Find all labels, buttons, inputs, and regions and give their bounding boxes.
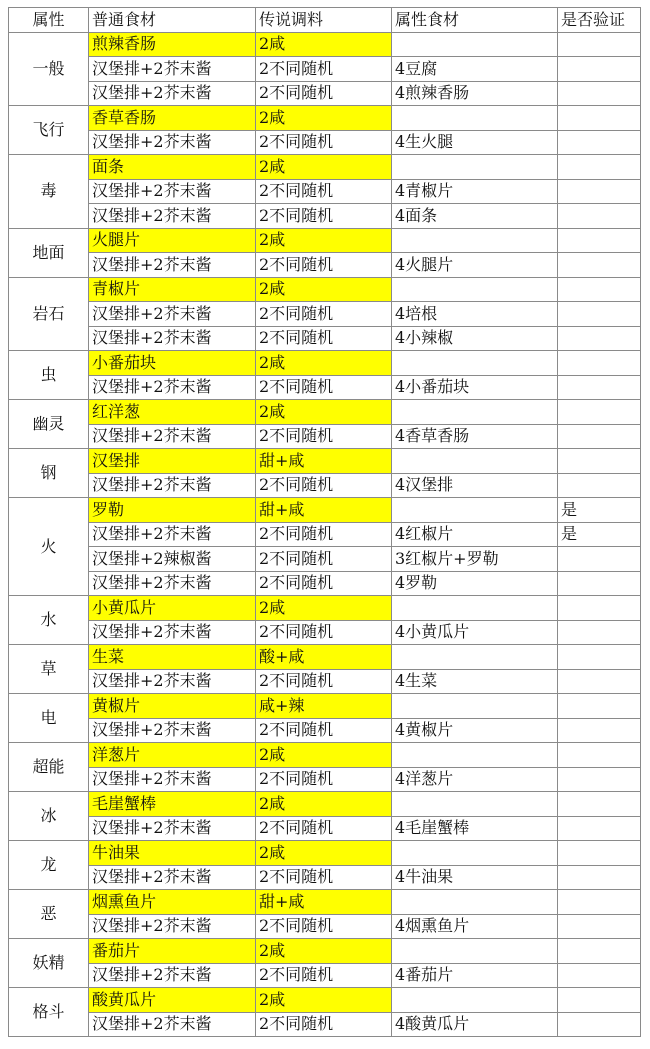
common-ingredient-cell: 番茄片 bbox=[89, 939, 256, 964]
common-ingredient-cell: 汉堡排+2芥末酱 bbox=[89, 57, 256, 82]
legendary-seasoning-cell: 2不同随机 bbox=[256, 865, 392, 890]
legendary-seasoning-cell: 2不同随机 bbox=[256, 179, 392, 204]
attribute-ingredient-cell: 4黄椒片 bbox=[392, 718, 558, 743]
table-row bbox=[9, 620, 641, 645]
verified-cell bbox=[558, 424, 641, 449]
attribute-ingredient-cell: 4培根 bbox=[392, 302, 558, 327]
table-row bbox=[9, 890, 641, 915]
verified-cell bbox=[558, 473, 641, 498]
table-row bbox=[9, 57, 641, 82]
legendary-seasoning-cell: 2不同随机 bbox=[256, 130, 392, 155]
verified-cell bbox=[558, 939, 641, 964]
legendary-seasoning-cell: 2咸 bbox=[256, 351, 392, 376]
attribute-ingredient-cell bbox=[392, 155, 558, 180]
verified-cell bbox=[558, 81, 641, 106]
legendary-seasoning-cell: 2不同随机 bbox=[256, 424, 392, 449]
table-row bbox=[9, 400, 641, 425]
attribute-cell: 岩石 bbox=[9, 277, 89, 351]
legendary-seasoning-cell: 2不同随机 bbox=[256, 57, 392, 82]
table-row bbox=[9, 694, 641, 719]
common-ingredient-cell: 罗勒 bbox=[89, 498, 256, 523]
attribute-cell: 地面 bbox=[9, 228, 89, 277]
table-row bbox=[9, 571, 641, 596]
legendary-seasoning-cell: 2不同随机 bbox=[256, 914, 392, 939]
attribute-cell: 水 bbox=[9, 596, 89, 645]
verified-cell bbox=[558, 914, 641, 939]
common-ingredient-cell: 烟熏鱼片 bbox=[89, 890, 256, 915]
attribute-ingredient-cell: 4洋葱片 bbox=[392, 767, 558, 792]
verified-cell bbox=[558, 179, 641, 204]
header-row bbox=[9, 8, 641, 33]
verified-cell bbox=[558, 106, 641, 131]
attribute-cell: 毒 bbox=[9, 155, 89, 229]
attribute-ingredient-cell bbox=[392, 939, 558, 964]
common-ingredient-cell: 汉堡排+2芥末酱 bbox=[89, 204, 256, 229]
common-ingredient-cell: 汉堡排 bbox=[89, 449, 256, 474]
attribute-cell: 妖精 bbox=[9, 939, 89, 988]
common-ingredient-cell: 洋葱片 bbox=[89, 743, 256, 768]
verified-cell bbox=[558, 767, 641, 792]
attribute-cell: 钢 bbox=[9, 449, 89, 498]
verified-cell bbox=[558, 988, 641, 1013]
attribute-ingredient-cell bbox=[392, 792, 558, 817]
table-body bbox=[9, 32, 641, 1037]
table-row bbox=[9, 914, 641, 939]
common-ingredient-cell: 汉堡排+2芥末酱 bbox=[89, 1012, 256, 1037]
legendary-seasoning-cell: 2不同随机 bbox=[256, 302, 392, 327]
legendary-seasoning-cell: 2不同随机 bbox=[256, 326, 392, 351]
common-ingredient-cell: 汉堡排+2芥末酱 bbox=[89, 253, 256, 278]
common-ingredient-cell: 汉堡排+2芥末酱 bbox=[89, 81, 256, 106]
attribute-ingredient-cell: 4小番茄块 bbox=[392, 375, 558, 400]
verified-cell bbox=[558, 669, 641, 694]
table-row bbox=[9, 645, 641, 670]
common-ingredient-cell: 汉堡排+2芥末酱 bbox=[89, 620, 256, 645]
common-ingredient-cell: 小番茄块 bbox=[89, 351, 256, 376]
table-row bbox=[9, 351, 641, 376]
common-ingredient-cell: 汉堡排+2芥末酱 bbox=[89, 865, 256, 890]
attribute-ingredient-cell: 4青椒片 bbox=[392, 179, 558, 204]
verified-cell bbox=[558, 449, 641, 474]
table-row bbox=[9, 792, 641, 817]
legendary-seasoning-cell: 2不同随机 bbox=[256, 718, 392, 743]
table-row bbox=[9, 816, 641, 841]
attribute-ingredient-cell bbox=[392, 228, 558, 253]
verified-cell bbox=[558, 718, 641, 743]
table-row bbox=[9, 596, 641, 621]
common-ingredient-cell: 青椒片 bbox=[89, 277, 256, 302]
legendary-seasoning-cell: 2不同随机 bbox=[256, 81, 392, 106]
attribute-ingredient-cell bbox=[392, 988, 558, 1013]
legendary-seasoning-cell: 2不同随机 bbox=[256, 547, 392, 572]
verified-cell: 是 bbox=[558, 522, 641, 547]
common-ingredient-cell: 汉堡排+2芥末酱 bbox=[89, 718, 256, 743]
table-row bbox=[9, 106, 641, 131]
table-row bbox=[9, 522, 641, 547]
header-legendary-seasoning: 传说调料 bbox=[256, 8, 392, 33]
verified-cell bbox=[558, 32, 641, 57]
attribute-ingredient-cell bbox=[392, 449, 558, 474]
legendary-seasoning-cell: 2不同随机 bbox=[256, 253, 392, 278]
recipe-table bbox=[8, 7, 641, 1037]
common-ingredient-cell: 汉堡排+2芥末酱 bbox=[89, 326, 256, 351]
verified-cell: 是 bbox=[558, 498, 641, 523]
legendary-seasoning-cell: 2不同随机 bbox=[256, 816, 392, 841]
table-row bbox=[9, 865, 641, 890]
legendary-seasoning-cell: 2咸 bbox=[256, 596, 392, 621]
verified-cell bbox=[558, 596, 641, 621]
attribute-ingredient-cell: 4毛崖蟹棒 bbox=[392, 816, 558, 841]
common-ingredient-cell: 汉堡排+2芥末酱 bbox=[89, 963, 256, 988]
common-ingredient-cell: 汉堡排+2芥末酱 bbox=[89, 522, 256, 547]
attribute-cell: 恶 bbox=[9, 890, 89, 939]
legendary-seasoning-cell: 2咸 bbox=[256, 841, 392, 866]
legendary-seasoning-cell: 2咸 bbox=[256, 939, 392, 964]
verified-cell bbox=[558, 400, 641, 425]
table-row bbox=[9, 277, 641, 302]
common-ingredient-cell: 毛崖蟹棒 bbox=[89, 792, 256, 817]
attribute-ingredient-cell: 4红椒片 bbox=[392, 522, 558, 547]
verified-cell bbox=[558, 253, 641, 278]
verified-cell bbox=[558, 155, 641, 180]
legendary-seasoning-cell: 2不同随机 bbox=[256, 473, 392, 498]
legendary-seasoning-cell: 2咸 bbox=[256, 988, 392, 1013]
attribute-ingredient-cell bbox=[392, 694, 558, 719]
common-ingredient-cell: 汉堡排+2芥末酱 bbox=[89, 130, 256, 155]
verified-cell bbox=[558, 645, 641, 670]
legendary-seasoning-cell: 2咸 bbox=[256, 743, 392, 768]
attribute-ingredient-cell: 3红椒片+罗勒 bbox=[392, 547, 558, 572]
table-row bbox=[9, 253, 641, 278]
verified-cell bbox=[558, 792, 641, 817]
table-row bbox=[9, 939, 641, 964]
legendary-seasoning-cell: 2不同随机 bbox=[256, 571, 392, 596]
common-ingredient-cell: 黄椒片 bbox=[89, 694, 256, 719]
table-row bbox=[9, 32, 641, 57]
legendary-seasoning-cell: 2咸 bbox=[256, 228, 392, 253]
common-ingredient-cell: 火腿片 bbox=[89, 228, 256, 253]
verified-cell bbox=[558, 277, 641, 302]
attribute-ingredient-cell bbox=[392, 498, 558, 523]
attribute-ingredient-cell: 4生火腿 bbox=[392, 130, 558, 155]
table-row bbox=[9, 228, 641, 253]
table-row bbox=[9, 1012, 641, 1037]
legendary-seasoning-cell: 2不同随机 bbox=[256, 375, 392, 400]
legendary-seasoning-cell: 咸+辣 bbox=[256, 694, 392, 719]
attribute-ingredient-cell bbox=[392, 351, 558, 376]
common-ingredient-cell: 小黄瓜片 bbox=[89, 596, 256, 621]
table-row bbox=[9, 718, 641, 743]
common-ingredient-cell: 香草香肠 bbox=[89, 106, 256, 131]
attribute-ingredient-cell bbox=[392, 841, 558, 866]
verified-cell bbox=[558, 204, 641, 229]
legendary-seasoning-cell: 甜+咸 bbox=[256, 498, 392, 523]
attribute-ingredient-cell bbox=[392, 277, 558, 302]
table-row bbox=[9, 498, 641, 523]
common-ingredient-cell: 生菜 bbox=[89, 645, 256, 670]
table-row bbox=[9, 179, 641, 204]
verified-cell bbox=[558, 375, 641, 400]
common-ingredient-cell: 汉堡排+2芥末酱 bbox=[89, 816, 256, 841]
verified-cell bbox=[558, 743, 641, 768]
legendary-seasoning-cell: 2咸 bbox=[256, 155, 392, 180]
legendary-seasoning-cell: 2不同随机 bbox=[256, 204, 392, 229]
common-ingredient-cell: 汉堡排+2芥末酱 bbox=[89, 424, 256, 449]
legendary-seasoning-cell: 2咸 bbox=[256, 277, 392, 302]
legendary-seasoning-cell: 2不同随机 bbox=[256, 669, 392, 694]
attribute-cell: 一般 bbox=[9, 32, 89, 106]
attribute-cell: 电 bbox=[9, 694, 89, 743]
common-ingredient-cell: 汉堡排+2芥末酱 bbox=[89, 302, 256, 327]
verified-cell bbox=[558, 130, 641, 155]
common-ingredient-cell: 汉堡排+2芥末酱 bbox=[89, 571, 256, 596]
verified-cell bbox=[558, 841, 641, 866]
attribute-cell: 龙 bbox=[9, 841, 89, 890]
attribute-cell: 超能 bbox=[9, 743, 89, 792]
legendary-seasoning-cell: 2咸 bbox=[256, 106, 392, 131]
table-row bbox=[9, 988, 641, 1013]
attribute-cell: 虫 bbox=[9, 351, 89, 400]
header-attribute-ingredient: 属性食材 bbox=[392, 8, 558, 33]
common-ingredient-cell: 汉堡排+2芥末酱 bbox=[89, 473, 256, 498]
attribute-ingredient-cell bbox=[392, 400, 558, 425]
common-ingredient-cell: 汉堡排+2芥末酱 bbox=[89, 914, 256, 939]
verified-cell bbox=[558, 326, 641, 351]
attribute-cell: 草 bbox=[9, 645, 89, 694]
header-attribute: 属性 bbox=[9, 8, 89, 33]
common-ingredient-cell: 红洋葱 bbox=[89, 400, 256, 425]
common-ingredient-cell: 汉堡排+2芥末酱 bbox=[89, 375, 256, 400]
attribute-ingredient-cell: 4烟熏鱼片 bbox=[392, 914, 558, 939]
attribute-ingredient-cell bbox=[392, 32, 558, 57]
table-row bbox=[9, 841, 641, 866]
attribute-ingredient-cell: 4豆腐 bbox=[392, 57, 558, 82]
common-ingredient-cell: 汉堡排+2芥末酱 bbox=[89, 179, 256, 204]
legendary-seasoning-cell: 2咸 bbox=[256, 400, 392, 425]
common-ingredient-cell: 煎辣香肠 bbox=[89, 32, 256, 57]
table-row bbox=[9, 424, 641, 449]
legendary-seasoning-cell: 甜+咸 bbox=[256, 890, 392, 915]
attribute-ingredient-cell: 4罗勒 bbox=[392, 571, 558, 596]
legendary-seasoning-cell: 2咸 bbox=[256, 792, 392, 817]
attribute-cell: 飞行 bbox=[9, 106, 89, 155]
table-row bbox=[9, 302, 641, 327]
attribute-cell: 火 bbox=[9, 498, 89, 596]
common-ingredient-cell: 面条 bbox=[89, 155, 256, 180]
attribute-ingredient-cell: 4面条 bbox=[392, 204, 558, 229]
attribute-ingredient-cell: 4小辣椒 bbox=[392, 326, 558, 351]
table-row bbox=[9, 204, 641, 229]
attribute-cell: 格斗 bbox=[9, 988, 89, 1037]
attribute-ingredient-cell: 4煎辣香肠 bbox=[392, 81, 558, 106]
common-ingredient-cell: 汉堡排+2辣椒酱 bbox=[89, 547, 256, 572]
legendary-seasoning-cell: 2不同随机 bbox=[256, 620, 392, 645]
attribute-ingredient-cell: 4香草香肠 bbox=[392, 424, 558, 449]
verified-cell bbox=[558, 351, 641, 376]
legendary-seasoning-cell: 2不同随机 bbox=[256, 963, 392, 988]
verified-cell bbox=[558, 1012, 641, 1037]
attribute-ingredient-cell: 4牛油果 bbox=[392, 865, 558, 890]
attribute-ingredient-cell bbox=[392, 890, 558, 915]
table-row bbox=[9, 155, 641, 180]
legendary-seasoning-cell: 酸+咸 bbox=[256, 645, 392, 670]
common-ingredient-cell: 汉堡排+2芥末酱 bbox=[89, 669, 256, 694]
verified-cell bbox=[558, 57, 641, 82]
attribute-ingredient-cell: 4生菜 bbox=[392, 669, 558, 694]
table-row bbox=[9, 963, 641, 988]
attribute-ingredient-cell bbox=[392, 596, 558, 621]
table-row bbox=[9, 375, 641, 400]
attribute-ingredient-cell: 4汉堡排 bbox=[392, 473, 558, 498]
table-row bbox=[9, 449, 641, 474]
table-row bbox=[9, 473, 641, 498]
attribute-ingredient-cell: 4酸黄瓜片 bbox=[392, 1012, 558, 1037]
attribute-ingredient-cell bbox=[392, 645, 558, 670]
attribute-ingredient-cell: 4番茄片 bbox=[392, 963, 558, 988]
legendary-seasoning-cell: 2咸 bbox=[256, 32, 392, 57]
verified-cell bbox=[558, 890, 641, 915]
legendary-seasoning-cell: 2不同随机 bbox=[256, 522, 392, 547]
attribute-cell: 幽灵 bbox=[9, 400, 89, 449]
header-common-ingredient: 普通食材 bbox=[89, 8, 256, 33]
attribute-ingredient-cell: 4火腿片 bbox=[392, 253, 558, 278]
table-row bbox=[9, 326, 641, 351]
table-row bbox=[9, 81, 641, 106]
table-row bbox=[9, 669, 641, 694]
header-verified: 是否验证 bbox=[558, 8, 641, 33]
attribute-ingredient-cell bbox=[392, 743, 558, 768]
table-row bbox=[9, 130, 641, 155]
verified-cell bbox=[558, 816, 641, 841]
table-row bbox=[9, 743, 641, 768]
verified-cell bbox=[558, 571, 641, 596]
common-ingredient-cell: 汉堡排+2芥末酱 bbox=[89, 767, 256, 792]
common-ingredient-cell: 牛油果 bbox=[89, 841, 256, 866]
attribute-ingredient-cell bbox=[392, 106, 558, 131]
attribute-cell: 冰 bbox=[9, 792, 89, 841]
verified-cell bbox=[558, 694, 641, 719]
legendary-seasoning-cell: 2不同随机 bbox=[256, 1012, 392, 1037]
verified-cell bbox=[558, 547, 641, 572]
legendary-seasoning-cell: 甜+咸 bbox=[256, 449, 392, 474]
table-row bbox=[9, 767, 641, 792]
verified-cell bbox=[558, 963, 641, 988]
common-ingredient-cell: 酸黄瓜片 bbox=[89, 988, 256, 1013]
verified-cell bbox=[558, 865, 641, 890]
verified-cell bbox=[558, 620, 641, 645]
verified-cell bbox=[558, 302, 641, 327]
verified-cell bbox=[558, 228, 641, 253]
legendary-seasoning-cell: 2不同随机 bbox=[256, 767, 392, 792]
table-row bbox=[9, 547, 641, 572]
attribute-ingredient-cell: 4小黄瓜片 bbox=[392, 620, 558, 645]
